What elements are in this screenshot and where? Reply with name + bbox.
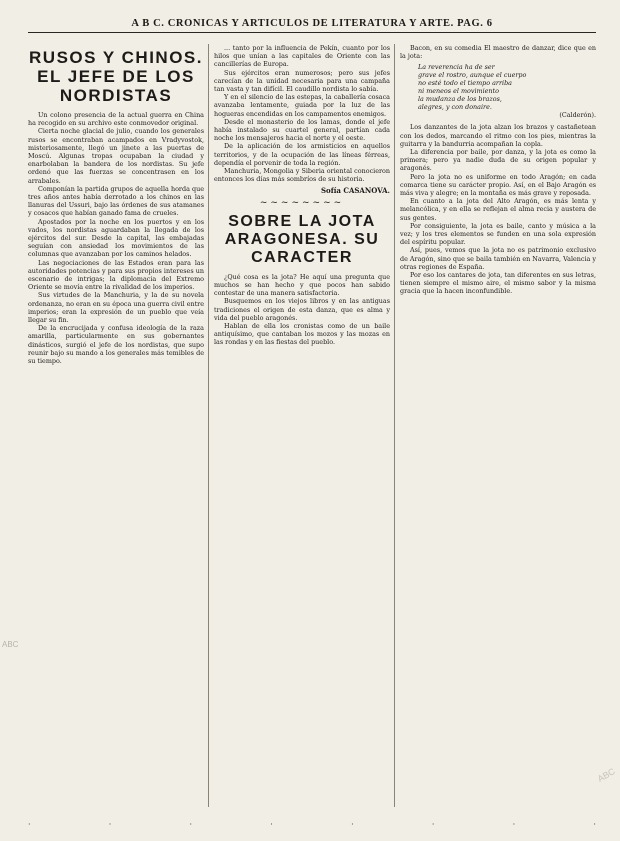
author-signature: Sofía CASANOVA. <box>321 186 390 196</box>
verse-line: no esté todo el tiempo arriba <box>418 79 512 88</box>
paragraph: Bacon, en su comedia El maestro de danzar, dice que en la jota: <box>400 44 596 61</box>
footer-mark: · <box>512 820 516 829</box>
paragraph: En cuanto a la jota del Alto Aragón, es más lenta y melancólica, y en ella se reflejan el alma recia y austera de sus gentes. <box>400 197 596 222</box>
verse-source: (Calderón). <box>559 111 596 120</box>
archive-watermark: ABC <box>596 766 618 784</box>
footer-marks <box>28 820 596 829</box>
paragraph: Por consiguiente, la jota es baile, canto y música a la vez; y los tres elementos se funden en una sola expresión del espíritu popular. <box>400 221 596 247</box>
footer-mark: · <box>189 820 193 829</box>
verse-line: La reverencia ha de ser <box>418 63 495 72</box>
paragraph: Un colono presencia de la actual guerra en China ha recogido en su archivo este conmovedor original. <box>28 111 204 128</box>
paragraph: Cierta noche glacial de julio, cuando los generales rusos se encontraban acampados en Vradyvostok, misteriosamente, llegó un jinete a las puertas de Moscú. Algunas tropas ocupaban la ciudad y enarbolaban la bandera de los nordistas. Su jefe ordenó que las fuerzas se concentrasen en los arrabales. <box>28 127 204 185</box>
paragraph: Hablan de ella los cronistas como de un baile antiquísimo, que cantaban los mozos y las mozas en las rondas y en las fiestas del pueblo. <box>214 322 390 347</box>
verse-quote <box>418 63 596 119</box>
page-header: A B C. CRONICAS Y ARTICULOS DE LITERATURA Y ARTE. PAG. 6 <box>28 18 596 33</box>
paragraph: Pero la jota no es uniforme en todo Aragón; en cada comarca tiene su carácter propio. Así, en el Bajo Aragón es más viva y alegre; en la montaña es más grave y reposada. <box>400 172 596 198</box>
paragraph: ¿Qué cosa es la jota? He aquí una pregunta que muchos se han hecho y que pocos han sabido contestar de una manera satisfactoria. <box>214 272 390 298</box>
paragraph: La diferencia por baile, por danza, y la jota es como la primera; pero ya nadie duda de su origen popular y aragonés. <box>400 148 596 173</box>
footer-mark: · <box>593 820 596 829</box>
paragraph: De la aplicación de los armisticios en aquellos territorios, y de la ocupación de las líneas férreas, dependía el porvenir de toda la región. <box>214 142 390 167</box>
footer-mark: · <box>270 820 273 829</box>
paragraph: Componían la partida grupos de aquella horda que tres años antes había derrotado a los chinos en las llanuras del Ussuri, bajo las órdenes de sus atamanes y cosacos que habían ganado fama de crueles. <box>28 184 204 218</box>
paragraph: Desde el monasterio de los lamas, donde el jefe había instalado su cuartel general, partían cada noche los mensajeros hacia el norte y el oeste. <box>214 117 390 143</box>
archive-side-mark: ABC <box>2 640 19 649</box>
footer-mark: · <box>431 820 435 829</box>
verse-line: la mudanza de los brazos, <box>418 95 502 104</box>
paragraph: Manchuria, Mongolia y Siberia oriental conocieron entonces los días más sombríos de su historia. <box>214 167 390 184</box>
verse-line: ni meneos el movimiento <box>418 87 499 96</box>
paragraph: Sus ejércitos eran numerosos; pero sus jefes carecían de la unidad necesaria para una campaña tan vasta y tan difícil. El caudillo nordista lo sabía. <box>214 68 390 94</box>
paragraph: Busquemos en los viejos libros y en las antiguas tradiciones el origen de esta danza, que es alma y vida del pueblo aragonés. <box>214 297 390 322</box>
section-ornament: ~~~~~~~~ <box>259 197 345 208</box>
footer-mark: · <box>28 820 31 829</box>
paragraph: Así, pues, vemos que la jota no es patrimonio exclusivo de Aragón, sino que se baila también en Navarra, Valencia y otras regiones de España. <box>400 246 596 271</box>
footer-mark: · <box>108 820 112 829</box>
article-headline: RUSOS Y CHINOS. EL JEFE DE LOS NORDISTAS <box>29 48 203 105</box>
column-3 <box>400 44 596 807</box>
article-headline: SOBRE LA JOTA ARAGONESA. SU CARACTER <box>224 212 380 266</box>
paragraph: Por eso los cantares de jota, tan diferentes en sus letras, tienen siempre el mismo aire, el mismo sabor y la misma gracia que la hacen inconfundible. <box>400 271 596 296</box>
paragraph: Apostados por la noche en los puertos y en los vados, los nordistas aguardaban la llegada de los ejércitos del sur. Desde la capital, las embajadas seguían con ansiedad los movimientos de las columnas que avanzaban por los caminos helados. <box>28 217 204 259</box>
column-divider <box>394 44 395 807</box>
column-1 <box>28 44 204 807</box>
column-divider <box>208 44 209 807</box>
paragraph: De la encrucijada y confusa ideología de la raza amarilla, particularmente en sus gobernantes dinásticos, surgió el jefe de los nordistas, que supo reunir bajo su mando a los generales más temibles de su tiempo. <box>28 324 204 366</box>
footer-mark: · <box>351 820 354 829</box>
verse-line: grave el rostro, aunque el cuerpo <box>418 71 527 80</box>
paragraph: Los danzantes de la jota alzan los brazos y castañetean con los dedos, marcando el ritmo con los pies, mientras la guitarra y la bandurria acompañan la copla. <box>400 123 596 148</box>
paragraph: Sus virtudes de la Manchuria, y la de su novela ordenanza, no eran en su época una guerra civil entre imperios; eran la expresión de un pueblo que veía llegar su fin. <box>28 291 204 325</box>
paragraph: ... tanto por la influencia de Pekín, cuanto por los hilos que unían a las capitales de Oriente con las cancillerías de Europa. <box>214 44 390 69</box>
column-2 <box>214 44 390 807</box>
verse-line: alegres, y con donaire. <box>418 103 492 112</box>
paragraph: Las negociaciones de las Estados eran para las autoridades potencias y para sus propios intereses un escenario de intrigas; la diplomacia del Extremo Oriente se movía entre la rivalidad de los imperios. <box>28 258 204 292</box>
paragraph: Y en el silencio de las estepas, la caballería cosaca avanzaba lentamente, guiada por la luz de las hogueras encendidas en los campamentos enemigos. <box>214 93 390 118</box>
